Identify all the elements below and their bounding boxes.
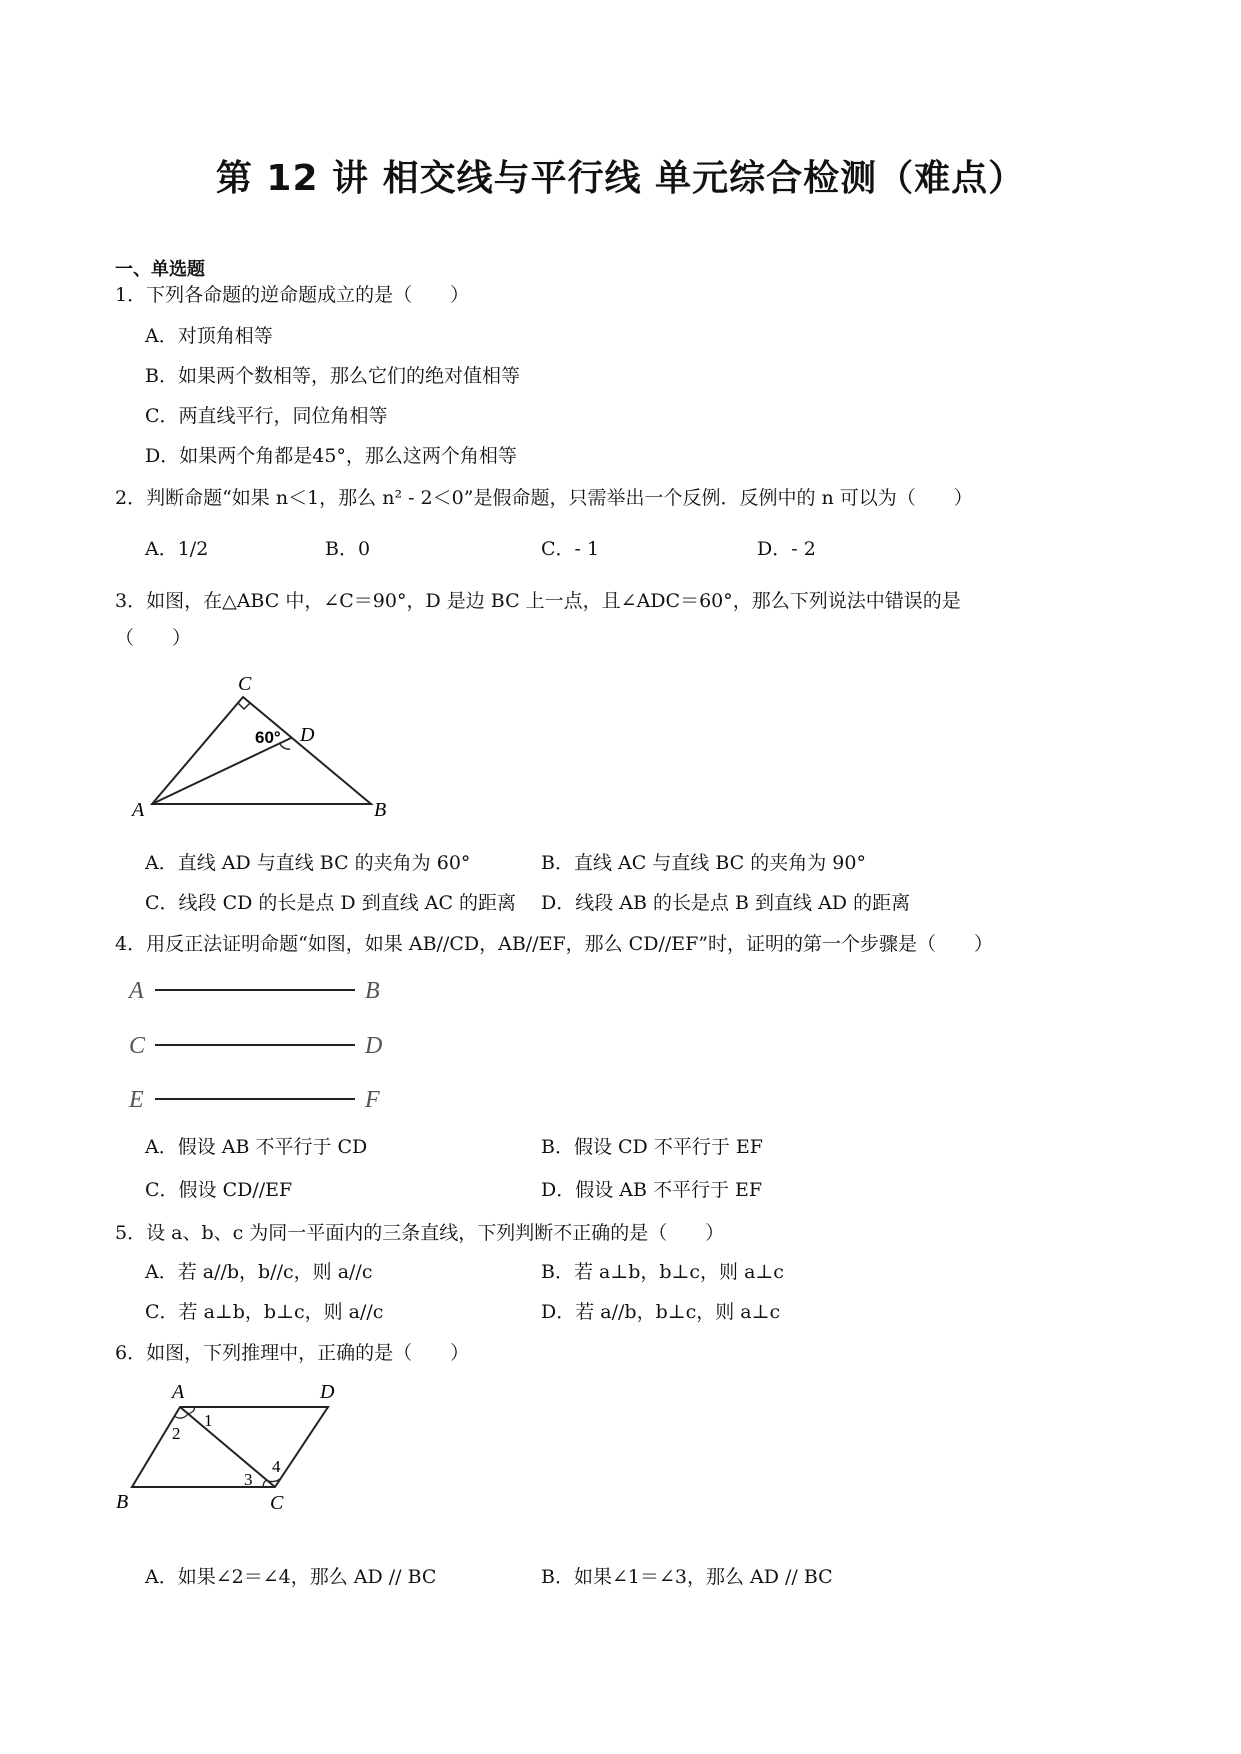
question-1-option-b: B．如果两个数相等，那么它们的绝对值相等 <box>145 365 520 387</box>
label-c: C <box>238 673 252 695</box>
question-2-option-a: A．1/2 <box>145 538 209 560</box>
question-2-stem: 2．判断命题“如果 n＜1，那么 n² - 2＜0”是假命题，只需举出一个反例．反例中的 n 可以为（ ） <box>115 487 973 509</box>
angle-arc <box>280 744 290 749</box>
section-heading: 一、单选题 <box>115 259 205 280</box>
label-e: E <box>129 1087 144 1113</box>
label-a: A <box>129 978 144 1004</box>
question-2-option-b: B．0 <box>325 538 371 560</box>
parallel-lines-figure <box>115 970 395 1120</box>
question-5-option-b: B．若 a⊥b，b⊥c，则 a⊥c <box>541 1261 784 1283</box>
label-b: B <box>116 1491 129 1513</box>
question-3-option-c: C．线段 CD 的长是点 D 到直线 AC 的距离 <box>145 892 517 914</box>
question-3-option-b: B．直线 AC 与直线 BC 的夹角为 90° <box>541 852 866 874</box>
question-3-stem-continuation: （ ） <box>115 627 192 649</box>
label-c: C <box>129 1033 146 1059</box>
question-5-stem: 5．设 a、b、c 为同一平面内的三条直线，下列判断不正确的是（ ） <box>115 1222 725 1244</box>
question-4-stem: 4．用反正法证明命题“如图，如果 AB//CD，AB//EF，那么 CD//EF”时，证明的第一个步骤是（ ） <box>115 933 994 955</box>
question-1-option-d: D．如果两个角都是45°，那么这两个角相等 <box>145 445 517 467</box>
label-d: D <box>300 724 315 746</box>
angle-label-2: 2 <box>172 1424 181 1443</box>
question-2-option-d: D．- 2 <box>757 538 816 560</box>
label-a: A <box>172 1381 185 1403</box>
question-6-option-b: B．如果∠1＝∠3，那么 AD // BC <box>541 1566 833 1588</box>
page-title: 第 12 讲 相交线与平行线 单元综合检测（难点） <box>215 158 1026 199</box>
question-5-option-a: A．若 a//b，b//c，则 a//c <box>145 1261 373 1283</box>
angle-label-1: 1 <box>204 1411 213 1430</box>
angle-label: 60° <box>255 728 281 747</box>
question-1-stem: 1．下列各命题的逆命题成立的是（ ） <box>115 284 470 306</box>
angle-arc-1 <box>188 1407 194 1414</box>
label-f: F <box>365 1087 380 1113</box>
triangle-figure <box>120 660 410 820</box>
question-1-option-c: C．两直线平行，同位角相等 <box>145 405 388 427</box>
question-1-option-a: A．对顶角相等 <box>145 325 273 347</box>
question-6-option-a: A．如果∠2＝∠4，那么 AD // BC <box>145 1566 437 1588</box>
label-b: B <box>365 978 380 1004</box>
angle-label-4: 4 <box>272 1457 281 1476</box>
angle-label-3: 3 <box>244 1470 253 1489</box>
label-b: B <box>374 799 387 820</box>
question-4-option-d: D．假设 AB 不平行于 EF <box>541 1179 763 1201</box>
diagonal-ac <box>180 1407 275 1487</box>
question-3-option-d: D．线段 AB 的长是点 B 到直线 AD 的距离 <box>541 892 911 914</box>
question-4-option-c: C．假设 CD//EF <box>145 1179 293 1201</box>
question-3-stem: 3．如图，在△ABC 中，∠C＝90°，D 是边 BC 上一点，且∠ADC＝60°，那么下列说法中错误的是 <box>115 590 961 612</box>
question-5-option-d: D．若 a//b，b⊥c，则 a⊥c <box>541 1301 781 1323</box>
question-4-option-a: A．假设 AB 不平行于 CD <box>145 1136 368 1158</box>
label-a: A <box>132 799 145 820</box>
question-3-option-a: A．直线 AD 与直线 BC 的夹角为 60° <box>145 852 471 874</box>
segment-ad <box>152 738 291 804</box>
question-6-stem: 6．如图，下列推理中，正确的是（ ） <box>115 1342 470 1364</box>
label-d: D <box>365 1033 383 1059</box>
question-2-option-c: C．- 1 <box>541 538 600 560</box>
question-5-option-c: C．若 a⊥b，b⊥c，则 a//c <box>145 1301 384 1323</box>
label-d: D <box>320 1381 335 1403</box>
parallelogram-figure <box>110 1375 350 1525</box>
question-4-option-b: B．假设 CD 不平行于 EF <box>541 1136 763 1158</box>
label-c: C <box>270 1492 284 1514</box>
parallelogram-abcd <box>132 1407 328 1487</box>
right-angle-mark <box>238 703 250 709</box>
